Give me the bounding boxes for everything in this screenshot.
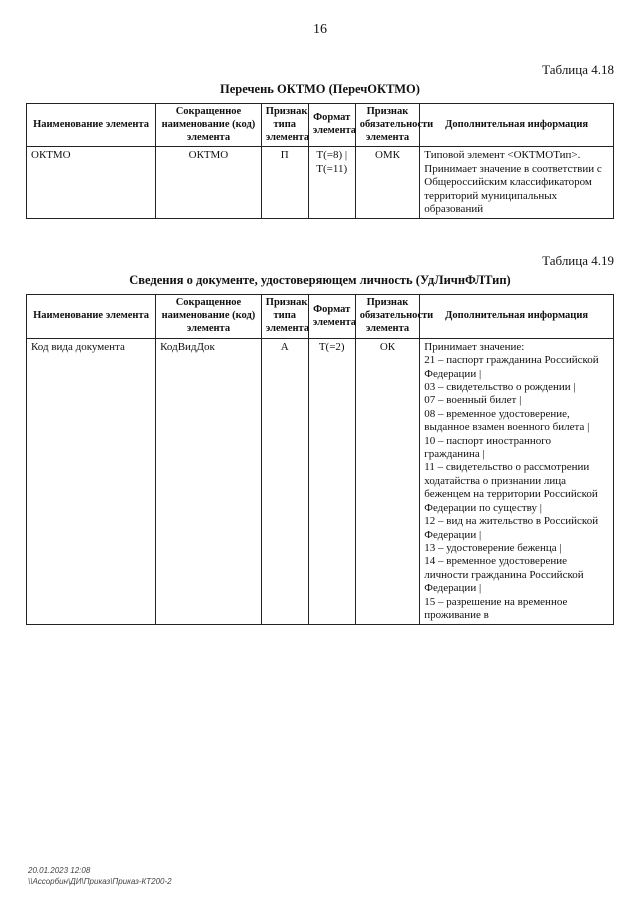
header-element-type: Признак типа элемента <box>261 104 308 147</box>
cell-additional-info <box>420 338 614 625</box>
info-line: 15 – разрешение на временное проживание в <box>424 595 568 621</box>
info-line: 12 – вид на жительство в Российской Федерации | <box>424 515 599 541</box>
header-additional-info: Дополнительная информация <box>420 295 614 338</box>
header-short-name: Сокращенное наименование (код) элемента <box>156 295 262 338</box>
cell-element-type: П <box>261 147 308 219</box>
info-line: 14 – временное удостоверение личности гражданина Российской Федерации | <box>424 555 584 595</box>
table-row <box>27 147 614 219</box>
info-line: 03 – свидетельство о рождении | <box>424 381 576 394</box>
page-number: 16 <box>313 22 327 37</box>
table-oktmo <box>26 103 614 219</box>
cell-element-type: А <box>261 338 308 625</box>
info-line: Принимает значение: <box>424 340 525 353</box>
header-required: Признак обязательности элемента <box>355 104 420 147</box>
table-header-row <box>27 295 614 338</box>
cell-element-name: ОКТМО <box>27 147 156 219</box>
header-short-name: Сокращенное наименование (код) элемента <box>156 104 262 147</box>
header-element-format: Формат элемента <box>308 104 355 147</box>
stamp-date: 20.01.2023 12:08 <box>28 866 91 876</box>
info-line: 08 – временное удостоверение, выданное взамен военного билета | <box>424 407 590 434</box>
cell-required: ОК <box>355 338 420 625</box>
info-line: 21 – паспорт гражданина Российской Федерации | <box>424 354 599 380</box>
table-caption-identity-document: Сведения о документе, удостоверяющем личность (УдЛичнФЛТип) <box>129 273 511 288</box>
cell-element-name: Код вида документа <box>27 338 156 625</box>
info-line: 11 – свидетельство о рассмотрении ходатайства о признании лица беженцем на территории Российской Федерации по существу | <box>424 461 598 514</box>
table-identity-document <box>26 294 614 625</box>
info-line: 13 – удостоверение беженца | <box>424 541 562 554</box>
info-line: 10 – паспорт иностранного гражданина | <box>424 434 551 461</box>
stamp-path: \\Ассорбин\ДИ\Приказ\Приказ-КТ200-2 <box>28 876 172 886</box>
cell-short-name: КодВидДок <box>156 338 262 625</box>
cell-element-format: T(=2) <box>308 338 355 625</box>
document-stamp <box>28 866 172 887</box>
table-row <box>27 338 614 625</box>
header-element-format: Формат элемента <box>308 295 355 338</box>
cell-short-name: ОКТМО <box>156 147 262 219</box>
cell-element-format: T(=8) | T(=11) <box>308 147 355 219</box>
table-number-4-18: Таблица 4.18 <box>542 62 614 77</box>
cell-additional-info: Типовой элемент <ОКТМОТип>. Принимает значение в соответствии с Общероссийским классификатором территорий муниципальных образований <box>420 147 614 219</box>
info-line: 07 – военный билет | <box>424 394 522 407</box>
header-element-type: Признак типа элемента <box>261 295 308 338</box>
header-required: Признак обязательности элемента <box>355 295 420 338</box>
header-additional-info: Дополнительная информация <box>420 104 614 147</box>
table-number-4-19: Таблица 4.19 <box>542 253 614 269</box>
header-element-name: Наименование элемента <box>27 295 156 338</box>
header-element-name: Наименование элемента <box>27 104 156 147</box>
table-header-row <box>27 104 614 147</box>
cell-required: ОМК <box>355 147 420 219</box>
table-caption-oktmo: Перечень ОКТМО (ПеречОКТМО) <box>220 82 420 96</box>
